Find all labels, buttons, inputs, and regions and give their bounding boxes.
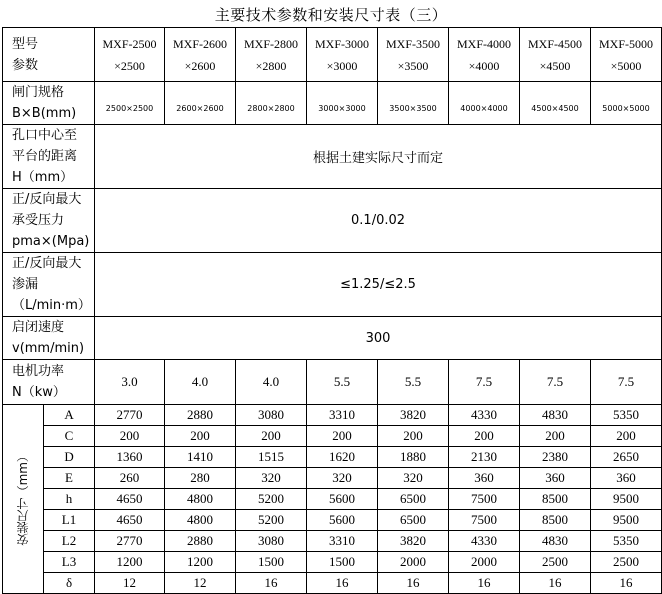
leakage-row — [3, 253, 662, 317]
row-header-line: 电机功率 — [12, 364, 65, 379]
dim-value-cell: 7500 — [449, 489, 520, 510]
dim-value-cell: 5350 — [591, 531, 662, 552]
row-header-line: 型号 — [12, 36, 39, 52]
dim-value-cell: 16 — [236, 573, 307, 594]
dim-value-cell: 4830 — [520, 405, 591, 426]
install-label-cell — [3, 405, 44, 594]
dim-value-cell: 1200 — [165, 552, 236, 573]
dim-value-cell: 6500 — [378, 489, 449, 510]
row-header-line: 正/反向最大 — [12, 192, 82, 207]
power-cell: 4.0 — [236, 360, 307, 405]
power-cell: 7.5 — [449, 360, 520, 405]
model-header-cell — [449, 28, 520, 82]
row-header-line: 孔口中心至 — [12, 128, 78, 143]
power-cell: 3.0 — [95, 360, 165, 405]
dim-value-cell: 9500 — [591, 489, 662, 510]
dim-value-cell: 3080 — [236, 531, 307, 552]
dim-value-cell: 16 — [520, 573, 591, 594]
dim-value-cell: 200 — [520, 426, 591, 447]
hole-center-row — [3, 125, 662, 189]
dim-value-cell: 9500 — [591, 510, 662, 531]
install-dim-row — [3, 405, 662, 426]
dim-value-cell: 200 — [307, 426, 378, 447]
dim-value-cell: 16 — [591, 573, 662, 594]
install-label: 安装尺寸（mm） — [16, 449, 30, 546]
model-name: MXF-4500 — [528, 36, 583, 51]
row-header-line: H（mm） — [12, 170, 74, 185]
model-spec: ×2800 — [255, 58, 287, 73]
model-name: MXF-2500 — [102, 36, 157, 51]
model-spec: ×2500 — [114, 58, 145, 73]
dim-value-cell: 360 — [449, 468, 520, 489]
model-name: MXF-3000 — [315, 36, 370, 51]
dim-value-cell: 5200 — [236, 489, 307, 510]
dim-value-cell: 5600 — [307, 489, 378, 510]
model-spec: ×4000 — [468, 58, 500, 73]
gate-size-cell: 5000×5000 — [591, 82, 662, 125]
dim-value-cell: 200 — [449, 426, 520, 447]
dim-value-cell: 5350 — [591, 405, 662, 426]
dim-value-cell: 3820 — [378, 531, 449, 552]
model-spec: ×4500 — [539, 58, 571, 73]
dim-value-cell: 6500 — [378, 510, 449, 531]
row-header-line: 平台的距离 — [12, 149, 78, 164]
dim-value-cell: 200 — [165, 426, 236, 447]
hole-center-value: 根据土建实际尺寸而定 — [95, 125, 662, 189]
dim-value-cell: 12 — [95, 573, 165, 594]
dim-name-cell: L1 — [44, 510, 95, 531]
pressure-row — [3, 189, 662, 253]
dim-value-cell: 8500 — [520, 489, 591, 510]
dim-value-cell: 200 — [591, 426, 662, 447]
row-header-leakage — [3, 253, 95, 317]
model-header-cell — [591, 28, 662, 82]
dim-value-cell: 4330 — [449, 531, 520, 552]
power-cell: 7.5 — [591, 360, 662, 405]
power-row — [3, 360, 662, 405]
install-dim-row — [3, 468, 662, 489]
dim-value-cell: 1515 — [236, 447, 307, 468]
model-name: MXF-2800 — [244, 36, 299, 51]
install-dim-row — [3, 510, 662, 531]
row-header-line: pma×(Mpa) — [12, 234, 90, 249]
dim-value-cell: 1620 — [307, 447, 378, 468]
gate-size-cell: 4500×4500 — [520, 82, 591, 125]
dim-value-cell: 5600 — [307, 510, 378, 531]
row-header-line: 闸门规格 — [12, 85, 65, 100]
row-header-line: B×B(mm) — [12, 106, 77, 121]
leakage-value: ≤1.25/≤2.5 — [95, 253, 662, 317]
dim-name-cell: E — [44, 468, 95, 489]
row-header-line: 渗漏 — [12, 277, 39, 292]
dim-name-cell: C — [44, 426, 95, 447]
dim-value-cell: 1200 — [95, 552, 165, 573]
install-dim-row — [3, 426, 662, 447]
row-header-gate-size — [3, 82, 95, 125]
dim-value-cell: 200 — [95, 426, 165, 447]
install-dim-row — [3, 573, 662, 594]
row-header-speed — [3, 317, 95, 360]
dim-value-cell: 2770 — [95, 405, 165, 426]
dim-value-cell: 320 — [307, 468, 378, 489]
dim-value-cell: 16 — [449, 573, 520, 594]
gate-size-cell: 3500×3500 — [378, 82, 449, 125]
dim-value-cell: 16 — [307, 573, 378, 594]
model-spec: ×2600 — [184, 58, 216, 73]
dim-name-cell: L2 — [44, 531, 95, 552]
install-dim-row — [3, 531, 662, 552]
row-header-line: v(mm/min) — [12, 341, 85, 356]
row-header-hole-center — [3, 125, 95, 189]
row-header-line: （L/min·m） — [12, 298, 91, 313]
dim-name-cell: h — [44, 489, 95, 510]
dim-value-cell: 1500 — [236, 552, 307, 573]
power-cell: 7.5 — [520, 360, 591, 405]
row-header-line: 参数 — [12, 57, 39, 73]
model-header-cell — [236, 28, 307, 82]
table-title: 主要技术参数和安装尺寸表（三） — [214, 6, 448, 24]
model-header-cell — [307, 28, 378, 82]
dim-value-cell: 2500 — [520, 552, 591, 573]
pressure-value: 0.1/0.02 — [95, 189, 662, 253]
speed-row — [3, 317, 662, 360]
gate-size-cell: 4000×4000 — [449, 82, 520, 125]
row-header-line: 启闭速度 — [12, 320, 65, 335]
power-cell: 5.5 — [378, 360, 449, 405]
dim-name-cell: A — [44, 405, 95, 426]
dim-value-cell: 280 — [165, 468, 236, 489]
dim-value-cell: 2000 — [449, 552, 520, 573]
model-name: MXF-4000 — [457, 36, 512, 51]
model-header-cell — [95, 28, 165, 82]
row-header-model — [3, 28, 95, 82]
dim-value-cell: 5200 — [236, 510, 307, 531]
dim-value-cell: 360 — [520, 468, 591, 489]
model-spec: ×3500 — [397, 58, 429, 73]
dim-value-cell: 1500 — [307, 552, 378, 573]
spec-table — [2, 27, 662, 594]
dim-value-cell: 200 — [378, 426, 449, 447]
dim-value-cell: 2650 — [591, 447, 662, 468]
dim-name-cell: L3 — [44, 552, 95, 573]
dim-value-cell: 3080 — [236, 405, 307, 426]
dim-value-cell: 4330 — [449, 405, 520, 426]
dim-value-cell: 7500 — [449, 510, 520, 531]
gate-size-cell: 2800×2800 — [236, 82, 307, 125]
dim-value-cell: 320 — [236, 468, 307, 489]
dim-value-cell: 4830 — [520, 531, 591, 552]
model-header-cell — [520, 28, 591, 82]
row-header-pressure — [3, 189, 95, 253]
dim-value-cell: 16 — [378, 573, 449, 594]
gate-size-row — [3, 82, 662, 125]
gate-size-cell: 2500×2500 — [95, 82, 165, 125]
dim-value-cell: 3310 — [307, 405, 378, 426]
dim-value-cell: 4650 — [95, 489, 165, 510]
dim-value-cell: 1410 — [165, 447, 236, 468]
dim-value-cell: 2380 — [520, 447, 591, 468]
model-row — [3, 28, 662, 82]
dim-value-cell: 2880 — [165, 405, 236, 426]
row-header-line: N（kw） — [12, 385, 66, 400]
install-dim-row — [3, 489, 662, 510]
dim-value-cell: 3820 — [378, 405, 449, 426]
dim-value-cell: 360 — [591, 468, 662, 489]
speed-value: 300 — [95, 317, 662, 360]
dim-value-cell: 4800 — [165, 489, 236, 510]
dim-name-cell: δ — [44, 573, 95, 594]
dim-value-cell: 12 — [165, 573, 236, 594]
gate-size-cell: 2600×2600 — [165, 82, 236, 125]
spec-table-body — [3, 28, 662, 594]
dim-value-cell: 4800 — [165, 510, 236, 531]
model-header-cell — [165, 28, 236, 82]
model-name: MXF-3500 — [386, 36, 441, 51]
model-spec: ×5000 — [610, 58, 642, 73]
dim-value-cell: 2000 — [378, 552, 449, 573]
dim-value-cell: 3310 — [307, 531, 378, 552]
row-header-line: 正/反向最大 — [12, 256, 82, 271]
model-header-cell — [378, 28, 449, 82]
model-name: MXF-2600 — [173, 36, 228, 51]
dim-value-cell: 1880 — [378, 447, 449, 468]
dim-name-cell: D — [44, 447, 95, 468]
row-header-line: 承受压力 — [12, 213, 65, 228]
power-cell: 5.5 — [307, 360, 378, 405]
install-dim-row — [3, 447, 662, 468]
install-dim-row — [3, 552, 662, 573]
power-cell: 4.0 — [165, 360, 236, 405]
dim-value-cell: 8500 — [520, 510, 591, 531]
dim-value-cell: 200 — [236, 426, 307, 447]
gate-size-cell: 3000×3000 — [307, 82, 378, 125]
dim-value-cell: 2130 — [449, 447, 520, 468]
dim-value-cell: 2770 — [95, 531, 165, 552]
model-spec: ×3000 — [326, 58, 358, 73]
dim-value-cell: 2880 — [165, 531, 236, 552]
dim-value-cell: 320 — [378, 468, 449, 489]
dim-value-cell: 4650 — [95, 510, 165, 531]
dim-value-cell: 260 — [95, 468, 165, 489]
dim-value-cell: 2500 — [591, 552, 662, 573]
row-header-power — [3, 360, 95, 405]
dim-value-cell: 1360 — [95, 447, 165, 468]
model-name: MXF-5000 — [599, 36, 654, 51]
